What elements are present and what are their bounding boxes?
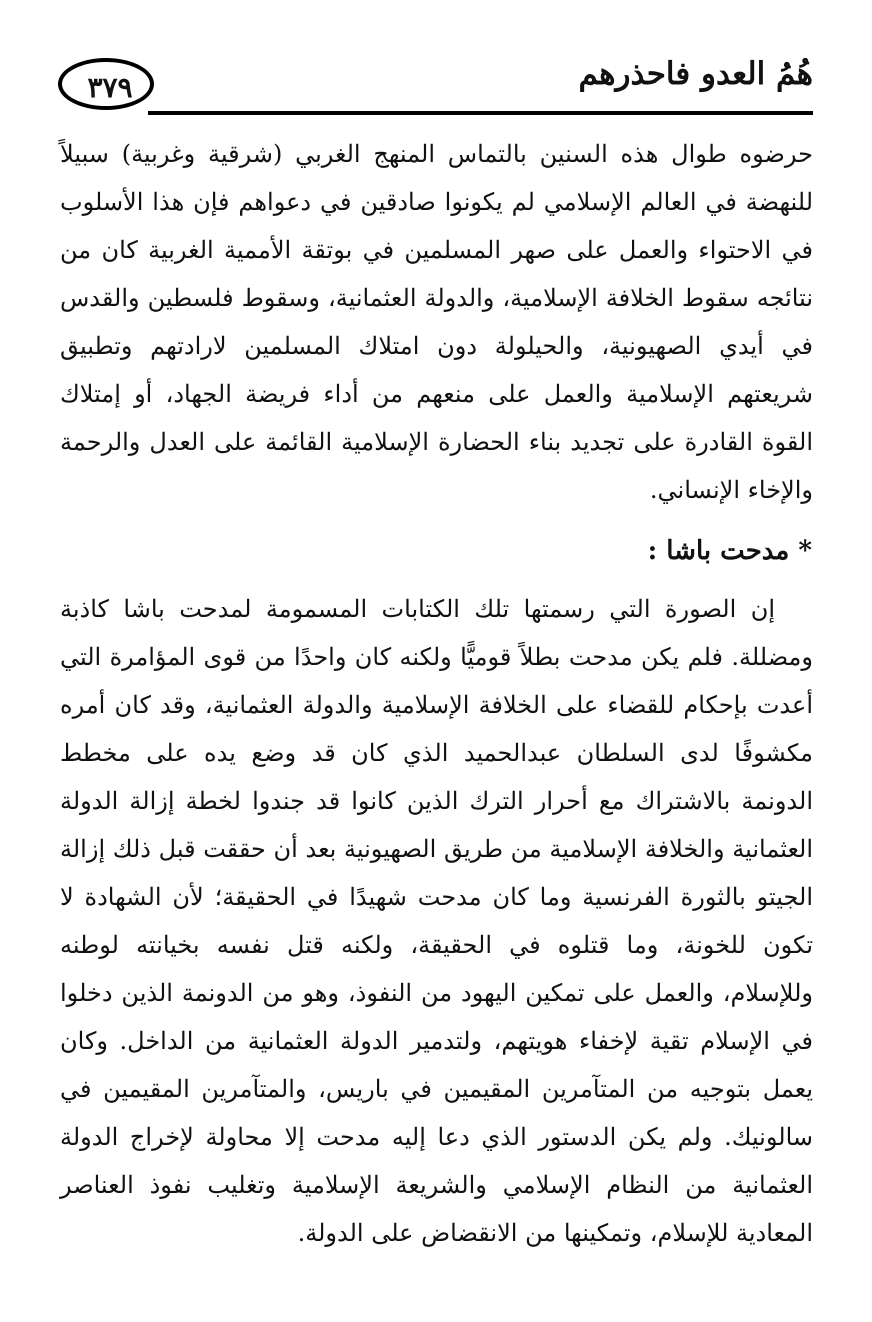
paragraph-continued: حرضوه طوال هذه السنين بالتماس المنهج الغربي (شرقية وغربية) سبيلاً للنهضة في العالم الإسلامي لم يكونوا صادقين في دعواهم فإن هذا الأسلوب في الاحتواء والعمل على صهر المسلمين في بوتقة الأممية الغربية كان من نتائجه سقوط الخلافة الإسلامية، والدولة العثمانية، وسقوط فلسطين والقدس في أيدي الصهيونية، والحيلولة دون امتلاك المسلمين لارادتهم وتطبيق شريعتهم الإسلامية والعمل على منعهم من أداء فريضة الجهاد، أو إمتلاك القوة القادرة على تجديد بناء الحضارة الإسلامية القائمة على العدل والرحمة والإخاء الإنساني. [60,140,814,504]
page-header [58,52,813,118]
page-number: ٣٧٩ [87,71,133,104]
paragraph-midhat-pasha: إن الصورة التي رسمتها تلك الكتابات المسمومة لمدحت باشا كاذبة ومضللة. فلم يكن مدحت بطلاً قوميًّا ولكنه كان واحدًا من قوى المؤامرة التي أعدت بإحكام للقضاء على الخلافة الإسلامية والدولة العثمانية، وقد كان أمره مكشوفًا لدى السلطان عبدالحميد الذي كان قد وضع يده على مخطط الدونمة بالاشتراك مع أحرار الترك الذين كانوا قد جندوا لخطة إزالة الدولة العثمانية والخلافة الإسلامية من طريق الصهيونية بعد أن حققت قبل ذلك إزالة الجيتو بالثورة الفرنسية وما كان مدحت شهيدًا في الحقيقة؛ لأن الشهادة لا تكون للخونة، وما قتلوه في الحقيقة، ولكنه قتل نفسه بخيانته لوطنه وللإسلام، والعمل على تمكين اليهود من النفوذ، وهو من الدونمة الذين دخلوا في الإسلام تقية لإخفاء هويتهم، ولتدمير الدولة العثمانية من الداخل. وكان يعمل بتوجيه من المتآمرين المقيمين في باريس، والمتآمرين المقيمين في سالونيك. ولم يكن الدستور الذي دعا إليه مدحت إلا محاولة لإخراج الدولة العثمانية من النظام الإسلامي والشريعة الإسلامية وتغليب نفوذ العناصر المعادية للإسلام، وتمكينها من الانقضاض على الدولة. [60,595,813,1247]
running-title: هُمُ العدو فاحذرهم [578,56,813,92]
header-rule [148,111,813,115]
page-number-frame [58,58,154,110]
section-heading: * مدحت باشا : [647,536,812,566]
